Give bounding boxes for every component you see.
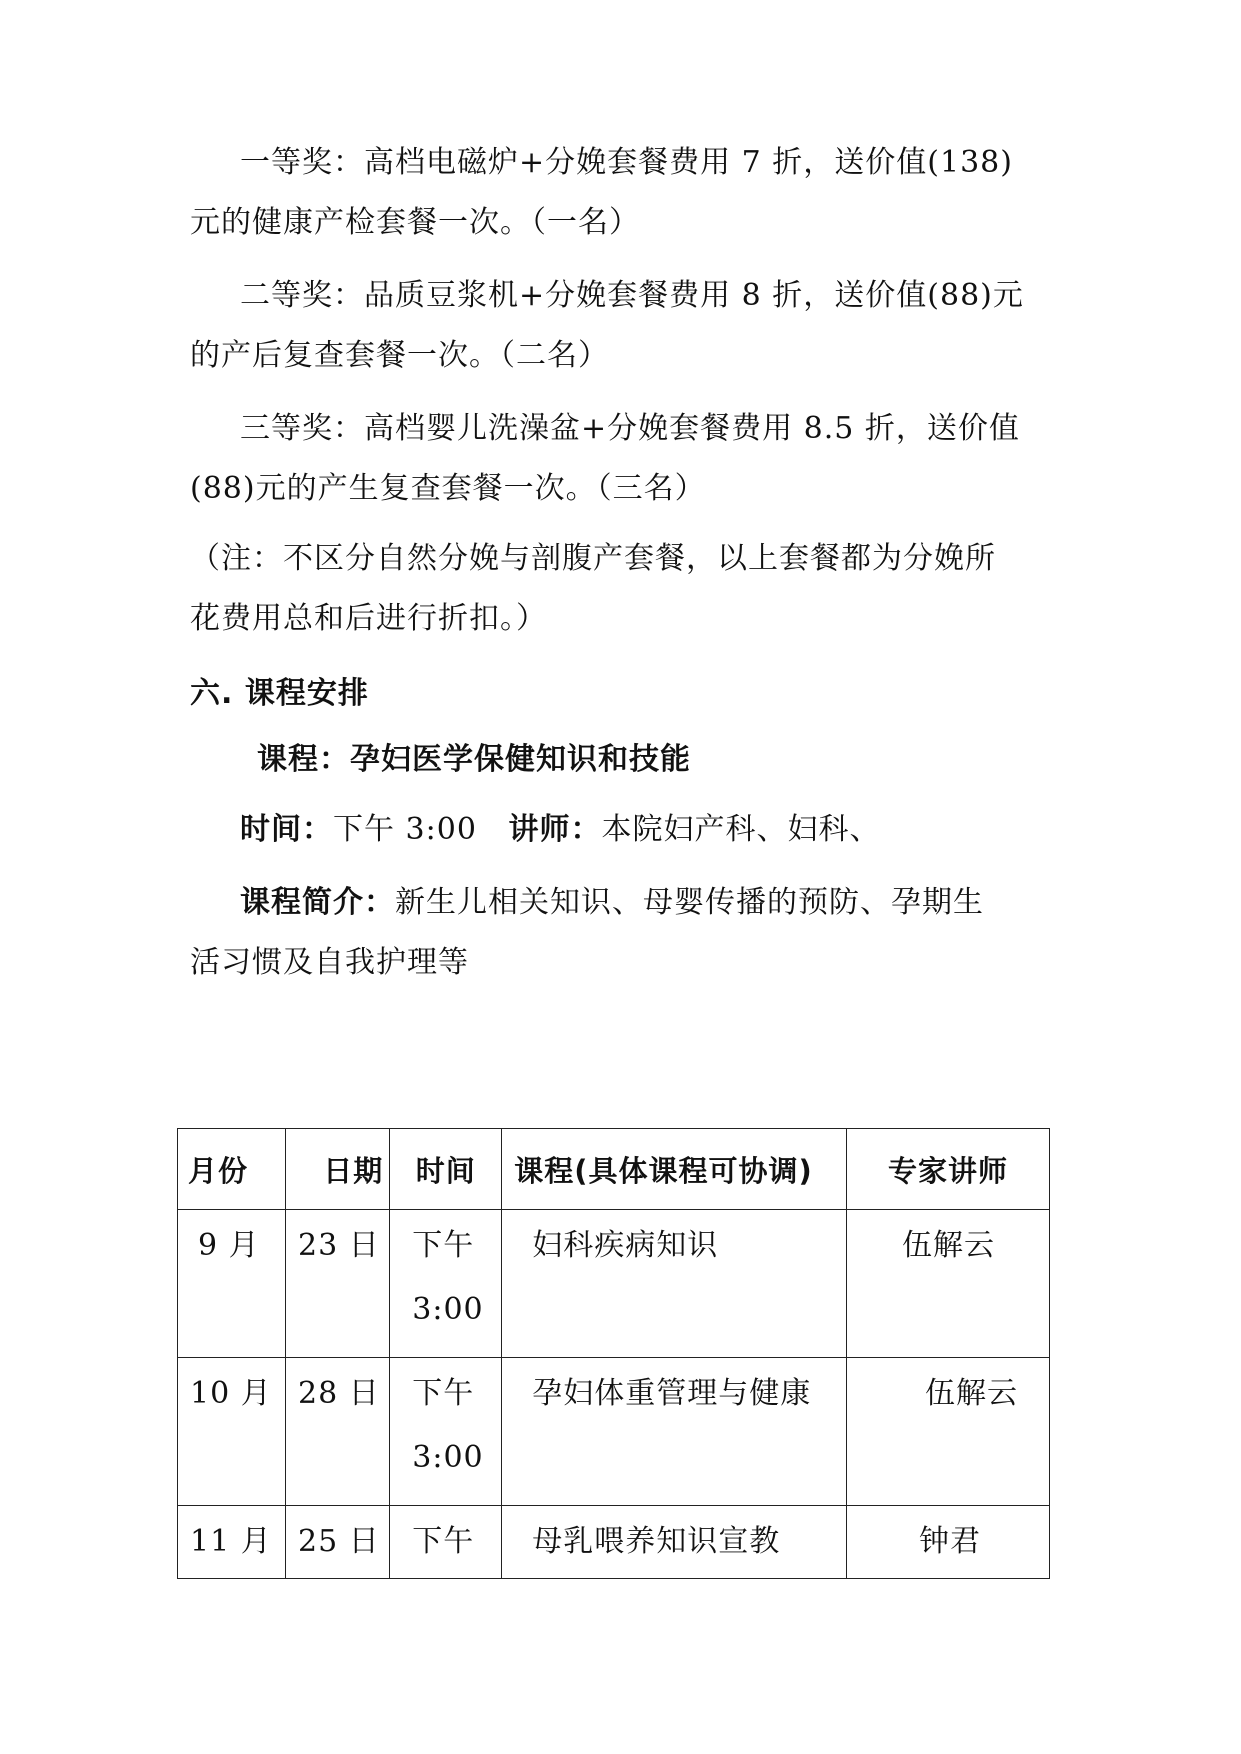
table-row [178, 1210, 1050, 1358]
cell-time: 下午 3:00 [390, 1210, 502, 1358]
intro-text-1: 新生儿相关知识、母婴传播的预防、孕期生 [395, 885, 984, 920]
lecturer-value: 本院妇产科、妇科、 [601, 812, 881, 847]
prize-third-line2: (88)元的产生复查套餐一次。（三名） [190, 471, 706, 506]
prize-third-line1: 三等奖：高档婴儿洗澡盆+分娩套餐费用 8.5 折，送价值 [240, 411, 1020, 446]
section-heading: 六. 课程安排 [190, 676, 369, 711]
note-line2: 花费用总和后进行折扣。） [190, 601, 547, 636]
cell-time: 下午 [390, 1506, 502, 1579]
lecturer-label: 讲师： [508, 812, 602, 847]
time-lecturer-line [240, 810, 1060, 850]
cell-time: 下午 3:00 [390, 1358, 502, 1506]
cell-course: 母乳喂养知识宣教 [502, 1506, 847, 1579]
prize-first-line2: 元的健康产检套餐一次。（一名） [190, 205, 640, 240]
cell-expert: 伍解云 [847, 1358, 1050, 1506]
cell-course: 妇科疾病知识 [502, 1210, 847, 1358]
prize-second-line2: 的产后复查套餐一次。（二名） [190, 338, 609, 373]
time-label: 时间： [240, 812, 333, 847]
cell-month: 11 月 [178, 1506, 286, 1579]
cell-day: 25 日 [286, 1506, 390, 1579]
cell-day: 28 日 [286, 1358, 390, 1506]
course-schedule-table [177, 1128, 1050, 1579]
table-row [178, 1506, 1050, 1579]
time-value: 下午 3:00 [333, 812, 477, 847]
note-line1: （注：不区分自然分娩与剖腹产套餐，以上套餐都为分娩所 [190, 541, 996, 576]
header-time: 时间 [390, 1129, 502, 1210]
cell-month: 10 月 [178, 1358, 286, 1506]
header-expert: 专家讲师 [847, 1129, 1050, 1210]
cell-day: 23 日 [286, 1210, 390, 1358]
prize-second-line1: 二等奖：品质豆浆机+分娩套餐费用 8 折，送价值(88)元 [240, 278, 1024, 313]
course-title: 课程：孕妇医学保健知识和技能 [257, 742, 691, 777]
cell-expert: 钟君 [847, 1506, 1050, 1579]
header-month: 月份 [178, 1129, 286, 1210]
table-row [178, 1358, 1050, 1506]
header-course: 课程(具体课程可协调) [502, 1129, 847, 1210]
intro-line1 [240, 883, 1060, 923]
cell-course: 孕妇体重管理与健康 [502, 1358, 847, 1506]
intro-label: 课程简介： [240, 885, 395, 920]
cell-month: 9 月 [178, 1210, 286, 1358]
intro-line2: 活习惯及自我护理等 [190, 945, 469, 980]
prize-first-line1: 一等奖：高档电磁炉+分娩套餐费用 7 折，送价值(138) [240, 145, 1013, 180]
header-day: 日期 [286, 1129, 390, 1210]
cell-expert: 伍解云 [847, 1210, 1050, 1358]
table-header-row [178, 1129, 1050, 1210]
